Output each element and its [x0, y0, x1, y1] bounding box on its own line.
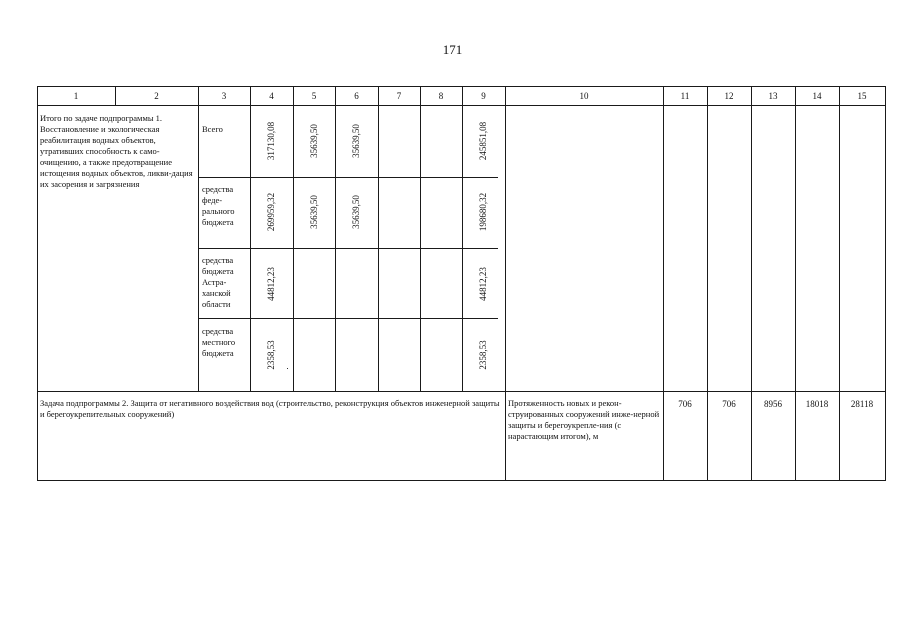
block2-value-col11: 706 — [678, 399, 692, 409]
block2-value-col15: 28118 — [850, 399, 874, 409]
col-header-14: 14 — [812, 91, 822, 101]
scan-speck — [287, 368, 288, 369]
table-border-bottom — [37, 480, 885, 481]
col-header-9: 9 — [481, 91, 486, 101]
row-label-regional: средства бюджета Астра-ханской области — [202, 255, 234, 309]
value-regional-col9: 44812,23 — [478, 267, 488, 301]
subrow-divider-3 — [198, 318, 498, 319]
block2-value-col12: 706 — [722, 399, 736, 409]
col-divider-12-13 — [751, 86, 752, 481]
row-label-total: Всего — [202, 124, 223, 134]
row-label-local: средства местного бюджета — [202, 326, 236, 358]
col-header-10: 10 — [579, 91, 589, 101]
value-local-col9: 2358,53 — [478, 340, 488, 370]
col-header-1: 1 — [73, 91, 79, 101]
col-header-4: 4 — [269, 91, 274, 101]
col-divider-13-14 — [795, 86, 796, 481]
col-divider-2-3 — [198, 86, 199, 392]
col-header-2: 2 — [154, 91, 159, 101]
block2-indicator: Протяженность новых и рекон-струированных сооружений инже-нерной защиты и берегоукрепле-ния (с нарастающим итогом), м — [508, 398, 660, 441]
col-divider-9-10 — [505, 86, 506, 481]
col-header-7: 7 — [396, 91, 402, 101]
col-header-13: 13 — [768, 91, 778, 101]
col-divider-7-8 — [420, 86, 421, 392]
value-local-col4: 2358,53 — [266, 340, 276, 370]
col-divider-5-6 — [335, 86, 336, 392]
value-total-col9: 245851,08 — [478, 121, 488, 161]
subrow-divider-2 — [198, 248, 498, 249]
col-divider-10-11 — [663, 86, 664, 481]
value-total-col5: 35639,50 — [309, 124, 319, 158]
subrow-divider-1 — [198, 177, 498, 178]
block-divider — [37, 391, 885, 392]
value-regional-col4: 44812,23 — [266, 267, 276, 301]
header-row-divider — [37, 105, 885, 106]
col-header-3: 3 — [221, 91, 227, 101]
value-federal-col5: 35639,50 — [309, 195, 319, 229]
col-header-12: 12 — [724, 91, 734, 101]
col-header-15: 15 — [857, 91, 867, 101]
page-number: 171 — [442, 42, 463, 57]
col-divider-4-5 — [293, 86, 294, 392]
col-header-5: 5 — [311, 91, 317, 101]
block2-title: Задача подпрограммы 2. Защита от негативного воздействия вод (строительство, реконструкция объектов инженерной защиты и берегоукрепительных сооружений) — [40, 398, 500, 419]
col-border-right — [885, 86, 886, 481]
block2-value-col13: 8956 — [764, 399, 782, 409]
col-header-6: 6 — [354, 91, 359, 101]
col-divider-14-15 — [839, 86, 840, 481]
block1-title: Итого по задаче подпрограммы 1. Восстановление и экологическая реабилитация водных объектов, утративших способность к само-очищению, а также предотвращение истощения водных объектов, ликви-дация их засорения и загрязнения — [40, 113, 193, 189]
value-federal-col6: 35639,50 — [351, 195, 361, 229]
col-border-left — [37, 86, 38, 481]
value-total-col4: 317130,08 — [266, 121, 276, 161]
col-divider-3-4 — [250, 86, 251, 392]
col-divider-8-9 — [462, 86, 463, 392]
col-divider-6-7 — [378, 86, 379, 392]
value-federal-col9: 198680,32 — [478, 192, 488, 232]
table-border-top — [37, 86, 885, 87]
row-label-federal: средства феде-рального бюджета — [202, 184, 235, 227]
col-header-11: 11 — [680, 91, 690, 101]
value-federal-col4: 269959,32 — [266, 192, 276, 232]
col-divider-11-12 — [707, 86, 708, 481]
value-total-col6: 35639,50 — [351, 124, 361, 158]
col-header-8: 8 — [438, 91, 444, 101]
block2-value-col14: 18018 — [805, 399, 829, 409]
